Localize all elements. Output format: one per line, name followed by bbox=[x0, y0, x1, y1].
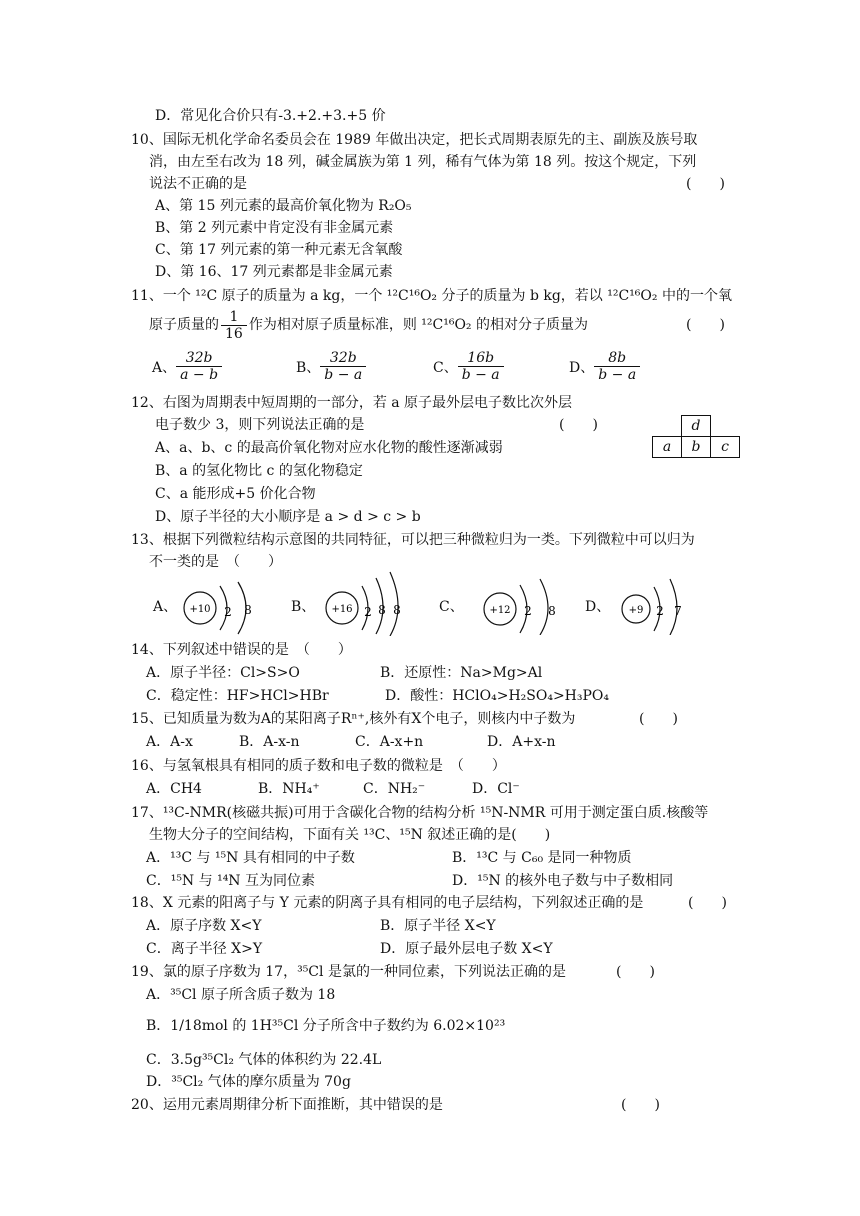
q11-option-b-frac bbox=[320, 350, 366, 383]
table-cell-empty bbox=[653, 416, 682, 437]
q10-stem-2: 消，由左至右改为 18 列，碱金属族为第 1 列，稀有气体为第 18 列。按这个规定，下列 bbox=[149, 154, 697, 170]
q12-stem-1: 12、右图为周期表中短周期的一部分，若 a 原子最外层电子数比次外层 bbox=[131, 395, 573, 411]
q12-stem-2: 电子数少 3，则下列说法正确的是 bbox=[155, 417, 365, 433]
q10-option-a: A、第 15 列元素的最高价氧化物为 R₂O₅ bbox=[155, 198, 412, 214]
q14-option-a: A．原子半径：Cl>S>O bbox=[146, 665, 300, 681]
q16-option-c: C．NH₂⁻ bbox=[363, 781, 426, 797]
table-cell-c: c bbox=[711, 437, 740, 458]
q17-option-d: D．¹⁵N 的核外电子数与中子数相同 bbox=[452, 873, 674, 889]
q11-option-c-den: b − a bbox=[461, 367, 500, 383]
q11-fraction-den: 16 bbox=[225, 325, 243, 342]
q13-stem-2: 不一类的是 （ ） bbox=[149, 554, 282, 570]
q19-option-b: B．1/18mol 的 1H³⁵Cl 分子所含中子数约为 6.02×10²³ bbox=[146, 1018, 506, 1034]
shell-electrons-2: 8 bbox=[378, 603, 386, 617]
q14-option-b: B．还原性：Na>Mg>Al bbox=[380, 665, 543, 681]
q13-option-b-label: B、 bbox=[291, 599, 316, 615]
q12-option-b: B、a 的氢化物比 c 的氢化物稳定 bbox=[155, 463, 363, 479]
q19-option-d: D．³⁵Cl₂ 气体的摩尔质量为 70g bbox=[146, 1074, 351, 1090]
q17-option-c: C．¹⁵N 与 ¹⁴N 互为同位素 bbox=[146, 873, 316, 889]
q11-option-a-label: A、 bbox=[152, 359, 177, 376]
shell-electrons-2: 8 bbox=[548, 604, 556, 618]
q13-stem-1: 13、根据下列微粒结构示意图的共同特征，可以把三种微粒归为一类。下列微粒中可以归为 bbox=[131, 532, 695, 548]
shell-electrons-1: 2 bbox=[224, 605, 232, 619]
q18-option-c: C．离子半径 X>Y bbox=[146, 941, 263, 957]
periodic-table-fragment bbox=[652, 415, 740, 458]
q12-option-a: A、a、b、c 的最高价氧化物对应水化物的酸性逐渐减弱 bbox=[155, 440, 503, 456]
q13-option-c-label: C、 bbox=[439, 599, 464, 615]
q11-stem-2a: 原子质量的 bbox=[149, 317, 219, 333]
shell-electrons-1: 2 bbox=[364, 605, 372, 619]
q18-option-d: D．原子最外层电子数 X<Y bbox=[380, 941, 553, 957]
q11-option-b bbox=[296, 350, 366, 383]
q11-answer-paren: ( ) bbox=[686, 317, 725, 333]
q11-option-a-den: a − b bbox=[180, 367, 219, 383]
q10-option-d: D、第 16、17 列元素都是非金属元素 bbox=[155, 264, 393, 280]
q10-answer-paren: ( ) bbox=[686, 176, 725, 192]
q16-option-d: D．Cl⁻ bbox=[472, 781, 520, 797]
q20-answer-paren: ( ) bbox=[621, 1097, 660, 1113]
q14-option-d: D．酸性：HClO₄>H₂SO₄>H₃PO₄ bbox=[385, 688, 610, 704]
shell-electrons-2: 8 bbox=[244, 603, 252, 617]
q18-option-b: B．原子半径 X<Y bbox=[380, 918, 496, 934]
q13-option-a-diagram bbox=[176, 580, 276, 636]
q15-option-c: C．A-x+n bbox=[355, 734, 424, 750]
q16-option-a: A．CH4 bbox=[146, 781, 202, 797]
q11-option-d-frac bbox=[594, 350, 640, 383]
q17-stem-1: 17、¹³C-NMR(核磁共振)可用于含碳化合物的结构分析 ¹⁵N-NMR 可用于测定蛋白质.核酸等 bbox=[131, 805, 709, 821]
q11-option-a bbox=[152, 350, 222, 383]
q19-option-c: C．3.5g³⁵Cl₂ 气体的体积约为 22.4L bbox=[146, 1052, 382, 1068]
q18-answer-paren: ( ) bbox=[688, 895, 727, 911]
q15-option-a: A．A-x bbox=[146, 734, 193, 750]
q11-option-d bbox=[569, 350, 640, 383]
q13-option-b-diagram bbox=[318, 570, 418, 636]
table-cell-a: a bbox=[653, 437, 682, 458]
table-cell-d: d bbox=[682, 416, 711, 437]
q11-option-a-num: 32b bbox=[176, 350, 222, 367]
q19-answer-paren: ( ) bbox=[616, 964, 655, 980]
q17-stem-2: 生物大分子的空间结构，下面有关 ¹³C、¹⁵N 叙述正确的是( ) bbox=[149, 827, 551, 843]
q9-option-d: D．常见化合价只有-3.+2.+3.+5 价 bbox=[155, 108, 386, 124]
q11-option-d-label: D、 bbox=[569, 359, 595, 376]
q10-option-c: C、第 17 列元素的第一种元素无含氧酸 bbox=[155, 242, 403, 258]
shell-electrons-1: 2 bbox=[656, 604, 664, 618]
q15-option-b: B．A-x-n bbox=[239, 734, 300, 750]
q15-answer-paren: ( ) bbox=[639, 711, 678, 727]
nucleus-charge: +10 bbox=[189, 604, 211, 615]
q11-option-d-num: 8b bbox=[594, 350, 640, 367]
shell-electrons-2: 7 bbox=[674, 604, 682, 618]
q11-stem-2b: 作为相对原子质量标准，则 ¹²C¹⁶O₂ 的相对分子质量为 bbox=[248, 317, 588, 333]
shell-electrons-3: 8 bbox=[393, 603, 401, 617]
q12-option-c: C、a 能形成+5 价化合物 bbox=[155, 486, 316, 502]
nucleus-charge: +12 bbox=[489, 605, 511, 616]
q14-option-c: C．稳定性：HF>HCl>HBr bbox=[146, 688, 329, 704]
q11-option-d-den: b − a bbox=[598, 367, 637, 383]
nucleus-charge: +16 bbox=[331, 604, 353, 615]
nucleus-charge: +9 bbox=[628, 605, 644, 616]
q17-option-b: B．¹³C 与 C₆₀ 是同一种物质 bbox=[452, 850, 632, 866]
table-cell-b: b bbox=[682, 437, 711, 458]
q13-option-d-diagram bbox=[618, 575, 698, 635]
q14-stem: 14、下列叙述中错误的是 （ ） bbox=[131, 642, 352, 658]
q10-stem-1: 10、国际无机化学命名委员会在 1989 年做出决定，把长式周期表原先的主、副族及族号取 bbox=[131, 132, 698, 148]
q11-option-b-num: 32b bbox=[320, 350, 366, 367]
q11-stem-2 bbox=[149, 308, 588, 342]
q12-answer-paren: ( ) bbox=[559, 417, 598, 433]
q19-stem: 19、氯的原子序数为 17，³⁵Cl 是氯的一种同位素，下列说法正确的是 bbox=[131, 964, 566, 980]
q11-stem-1: 11、一个 ¹²C 原子的质量为 a kg，一个 ¹²C¹⁶O₂ 分子的质量为 b kg，若以 ¹²C¹⁶O₂ 中的一个氧 bbox=[131, 288, 732, 304]
q11-option-c-num: 16b bbox=[458, 350, 504, 367]
q11-option-a-frac bbox=[176, 350, 222, 383]
q13-option-d-label: D、 bbox=[585, 599, 611, 615]
q12-option-d: D、原子半径的大小顺序是 a > d > c > b bbox=[155, 509, 421, 525]
q10-option-b: B、第 2 列元素中肯定没有非金属元素 bbox=[155, 220, 394, 236]
q16-option-b: B．NH₄⁺ bbox=[258, 781, 320, 797]
q19-option-a: A．³⁵Cl 原子所含质子数为 18 bbox=[146, 987, 336, 1003]
q13-option-c-diagram bbox=[478, 575, 578, 635]
q20-stem: 20、运用元素周期律分析下面推断，其中错误的是 bbox=[131, 1097, 443, 1113]
q15-option-d: D．A+x-n bbox=[487, 734, 556, 750]
q15-stem: 15、已知质量为数为A的某阳离子Rⁿ⁺,核外有X个电子，则核内中子数为 bbox=[131, 711, 576, 727]
q11-option-c bbox=[433, 350, 504, 383]
table-cell-empty bbox=[711, 416, 740, 437]
q13-option-a-label: A、 bbox=[153, 599, 178, 615]
q17-option-a: A．¹³C 与 ¹⁵N 具有相同的中子数 bbox=[146, 850, 355, 866]
q18-stem: 18、X 元素的阳离子与 Y 元素的阴离子具有相同的电子层结构，下列叙述正确的是 bbox=[131, 895, 644, 911]
electron-shell-2 bbox=[540, 579, 548, 635]
q11-option-c-label: C、 bbox=[433, 359, 458, 376]
q11-fraction-num: 1 bbox=[221, 309, 247, 326]
q18-option-a: A．原子序数 X<Y bbox=[146, 918, 262, 934]
q10-stem-3: 说法不正确的是 bbox=[149, 176, 247, 192]
q16-stem: 16、与氢氧根具有相同的质子数和电子数的微粒是 （ ） bbox=[131, 758, 506, 774]
q11-option-c-frac bbox=[458, 350, 504, 383]
q11-fraction bbox=[221, 309, 247, 342]
shell-electrons-1: 2 bbox=[524, 604, 532, 618]
q11-option-b-label: B、 bbox=[296, 359, 321, 376]
q11-option-b-den: b − a bbox=[324, 367, 363, 383]
